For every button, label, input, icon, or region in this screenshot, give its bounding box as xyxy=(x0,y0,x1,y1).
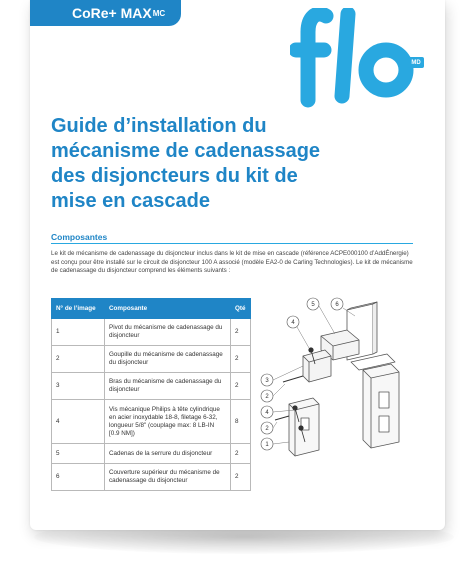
components-table xyxy=(51,298,251,491)
document-title xyxy=(51,114,351,214)
callout-label: 2 xyxy=(265,394,269,400)
cell-quantity: 2 xyxy=(231,444,251,464)
table-row xyxy=(52,346,251,373)
callout-label: 2 xyxy=(265,426,269,432)
cell-component: Goupille du mécanisme de cadenassage du disjoncteur xyxy=(105,346,231,373)
cell-component: Cadenas de la serrure du disjoncteur xyxy=(105,444,231,464)
section-heading: Composantes xyxy=(51,232,108,242)
product-badge xyxy=(30,0,181,26)
intro-paragraph: Le kit de mécanisme de cadenassage du disjoncteur inclus dans le kit de mise en cascade (référence ACPE000100 d’AddÉnergie) est conçu pour être installé sur le circuit de disjoncteur 100 A associé (modèle EA2-0 de Carling Technologies). Le kit de mécanisme de cadenassage du disjoncteur comprend les éléments suivants : xyxy=(51,250,413,275)
section-divider xyxy=(51,243,413,244)
logo-letter-o xyxy=(366,50,406,90)
logo-letter-l xyxy=(342,14,348,96)
logo-md-mark: MD xyxy=(408,57,424,68)
table-row xyxy=(52,319,251,346)
table-row xyxy=(52,400,251,444)
title-line-4: mise en cascade xyxy=(51,190,210,212)
exploded-parts-diagram xyxy=(255,292,420,482)
title-line-2: mécanisme de cadenassage xyxy=(51,140,321,162)
callout-label: 4 xyxy=(265,410,269,416)
callout-label: 5 xyxy=(311,302,315,308)
table-header-row xyxy=(52,299,251,319)
cell-component: Couverture supérieur du mécanisme de cadenassage du disjoncteur xyxy=(105,464,231,491)
cell-image-number: 3 xyxy=(52,373,105,400)
title-line-3: des disjoncteurs du kit de xyxy=(51,165,298,187)
cell-component: Vis mécanique Philips à tête cylindrique en acier inoxydable 18-8, filetage 6-32, longueur 5/8" (couplage max: 8 LB-IN [0.9 NM]) xyxy=(105,400,231,444)
cell-image-number: 6 xyxy=(52,464,105,491)
table-row xyxy=(52,373,251,400)
cell-quantity: 2 xyxy=(231,464,251,491)
diagram-pin xyxy=(283,376,303,382)
cell-component: Pivot du mécanisme de cadenassage du disjoncteur xyxy=(105,319,231,346)
title-line-1: Guide d’installation du xyxy=(51,115,267,137)
cell-image-number: 4 xyxy=(52,400,105,444)
callout-label: 6 xyxy=(335,302,339,308)
cell-image-number: 5 xyxy=(52,444,105,464)
cell-quantity: 8 xyxy=(231,400,251,444)
cell-quantity: 2 xyxy=(231,319,251,346)
diagram-pin xyxy=(275,416,289,420)
column-header-image-number: N° de l’image xyxy=(52,299,105,319)
table-row xyxy=(52,464,251,491)
table-row xyxy=(52,444,251,464)
cell-image-number: 1 xyxy=(52,319,105,346)
callout-label: 3 xyxy=(265,378,269,384)
cell-quantity: 2 xyxy=(231,373,251,400)
flo-logo xyxy=(290,8,420,108)
column-header-component: Composante xyxy=(105,299,231,319)
callout-label: 1 xyxy=(265,442,269,448)
column-header-quantity: Qté xyxy=(231,299,251,319)
callout-label: 4 xyxy=(291,320,295,326)
cell-quantity: 2 xyxy=(231,346,251,373)
product-badge-sup: MC xyxy=(152,8,166,18)
diagram-part-arm xyxy=(303,350,331,382)
cell-component: Bras du mécanisme de cadenassage du disjoncteur xyxy=(105,373,231,400)
product-badge-text: CoRe+ MAX xyxy=(72,5,152,21)
cell-image-number: 2 xyxy=(52,346,105,373)
